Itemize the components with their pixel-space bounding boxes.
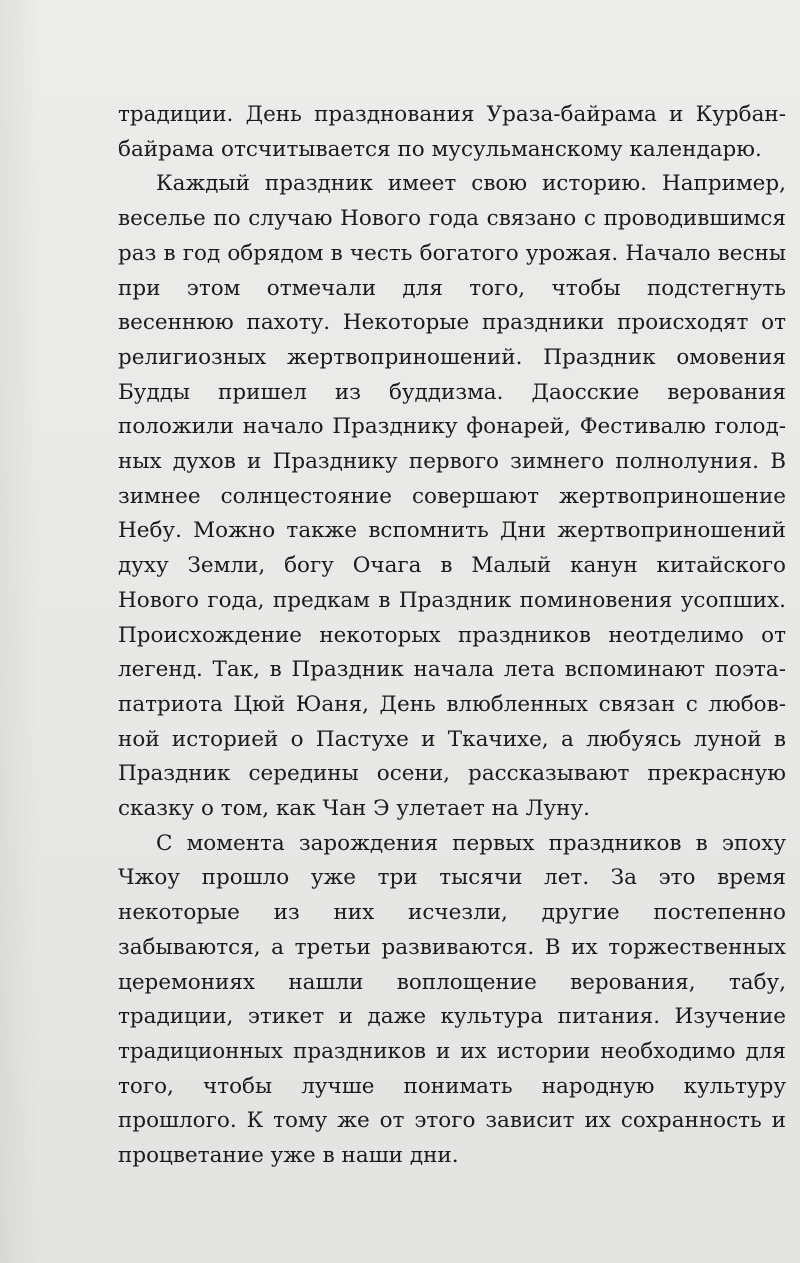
page-gutter-shadow bbox=[0, 0, 40, 1263]
paragraph-1: традиции. День празднования Ураза-байрама и Курбан-байрама отсчитывается по мусульманскому календарю. bbox=[118, 102, 786, 162]
paragraph-3: С момента зарождения первых праздников в эпоху Чжоу прошло уже три тысячи лет. За это время некоторые из них исчезли, другие постепенно забываются, а третьи развиваются. В их торжественных церемониях нашли воплощение верования, табу, традиции, этикет и даже культура питания. Изучение традиционных праздников и их истории необходимо для того, чтобы лучше понимать народную культуру прошлого. К тому же от этого зависит их сохранность и процветание уже в наши дни. bbox=[118, 830, 786, 1169]
paragraph-2: Каждый праздник имеет свою историю. Например, веселье по случаю Нового года связано с проводившимся раз в год обрядом в честь богатого урожая. Начало весны при этом отмечали для того, чтобы подстегнуть весеннюю пахоту. Некоторые праздники происходят от религиозных жертвоприношений. Праздник омовения Будды пришел из буддизма. Даосские верования положили начало Празднику фонарей, Фестивалю голодных духов и Празднику первого зимнего полнолуния. В зимнее солнцестояние совершают жертвоприношение Небу. Можно также вспомнить Дни жертвоприношений духу Земли, богу Очага в Малый канун китайского Нового года, предкам в Праздник поминовения усопших. Происхождение некоторых праздников неотделимо от легенд. Так, в Праздник начала лета вспоминают поэта-патриота Цюй Юаня, День влюбленных связан с любовной историей о Пастухе и Ткачихе, а любуясь луной в Праздник середины осени, рассказывают прекрасную сказку о том, как Чан Э улетает на Луну. bbox=[118, 171, 786, 822]
body-text bbox=[118, 98, 786, 1174]
